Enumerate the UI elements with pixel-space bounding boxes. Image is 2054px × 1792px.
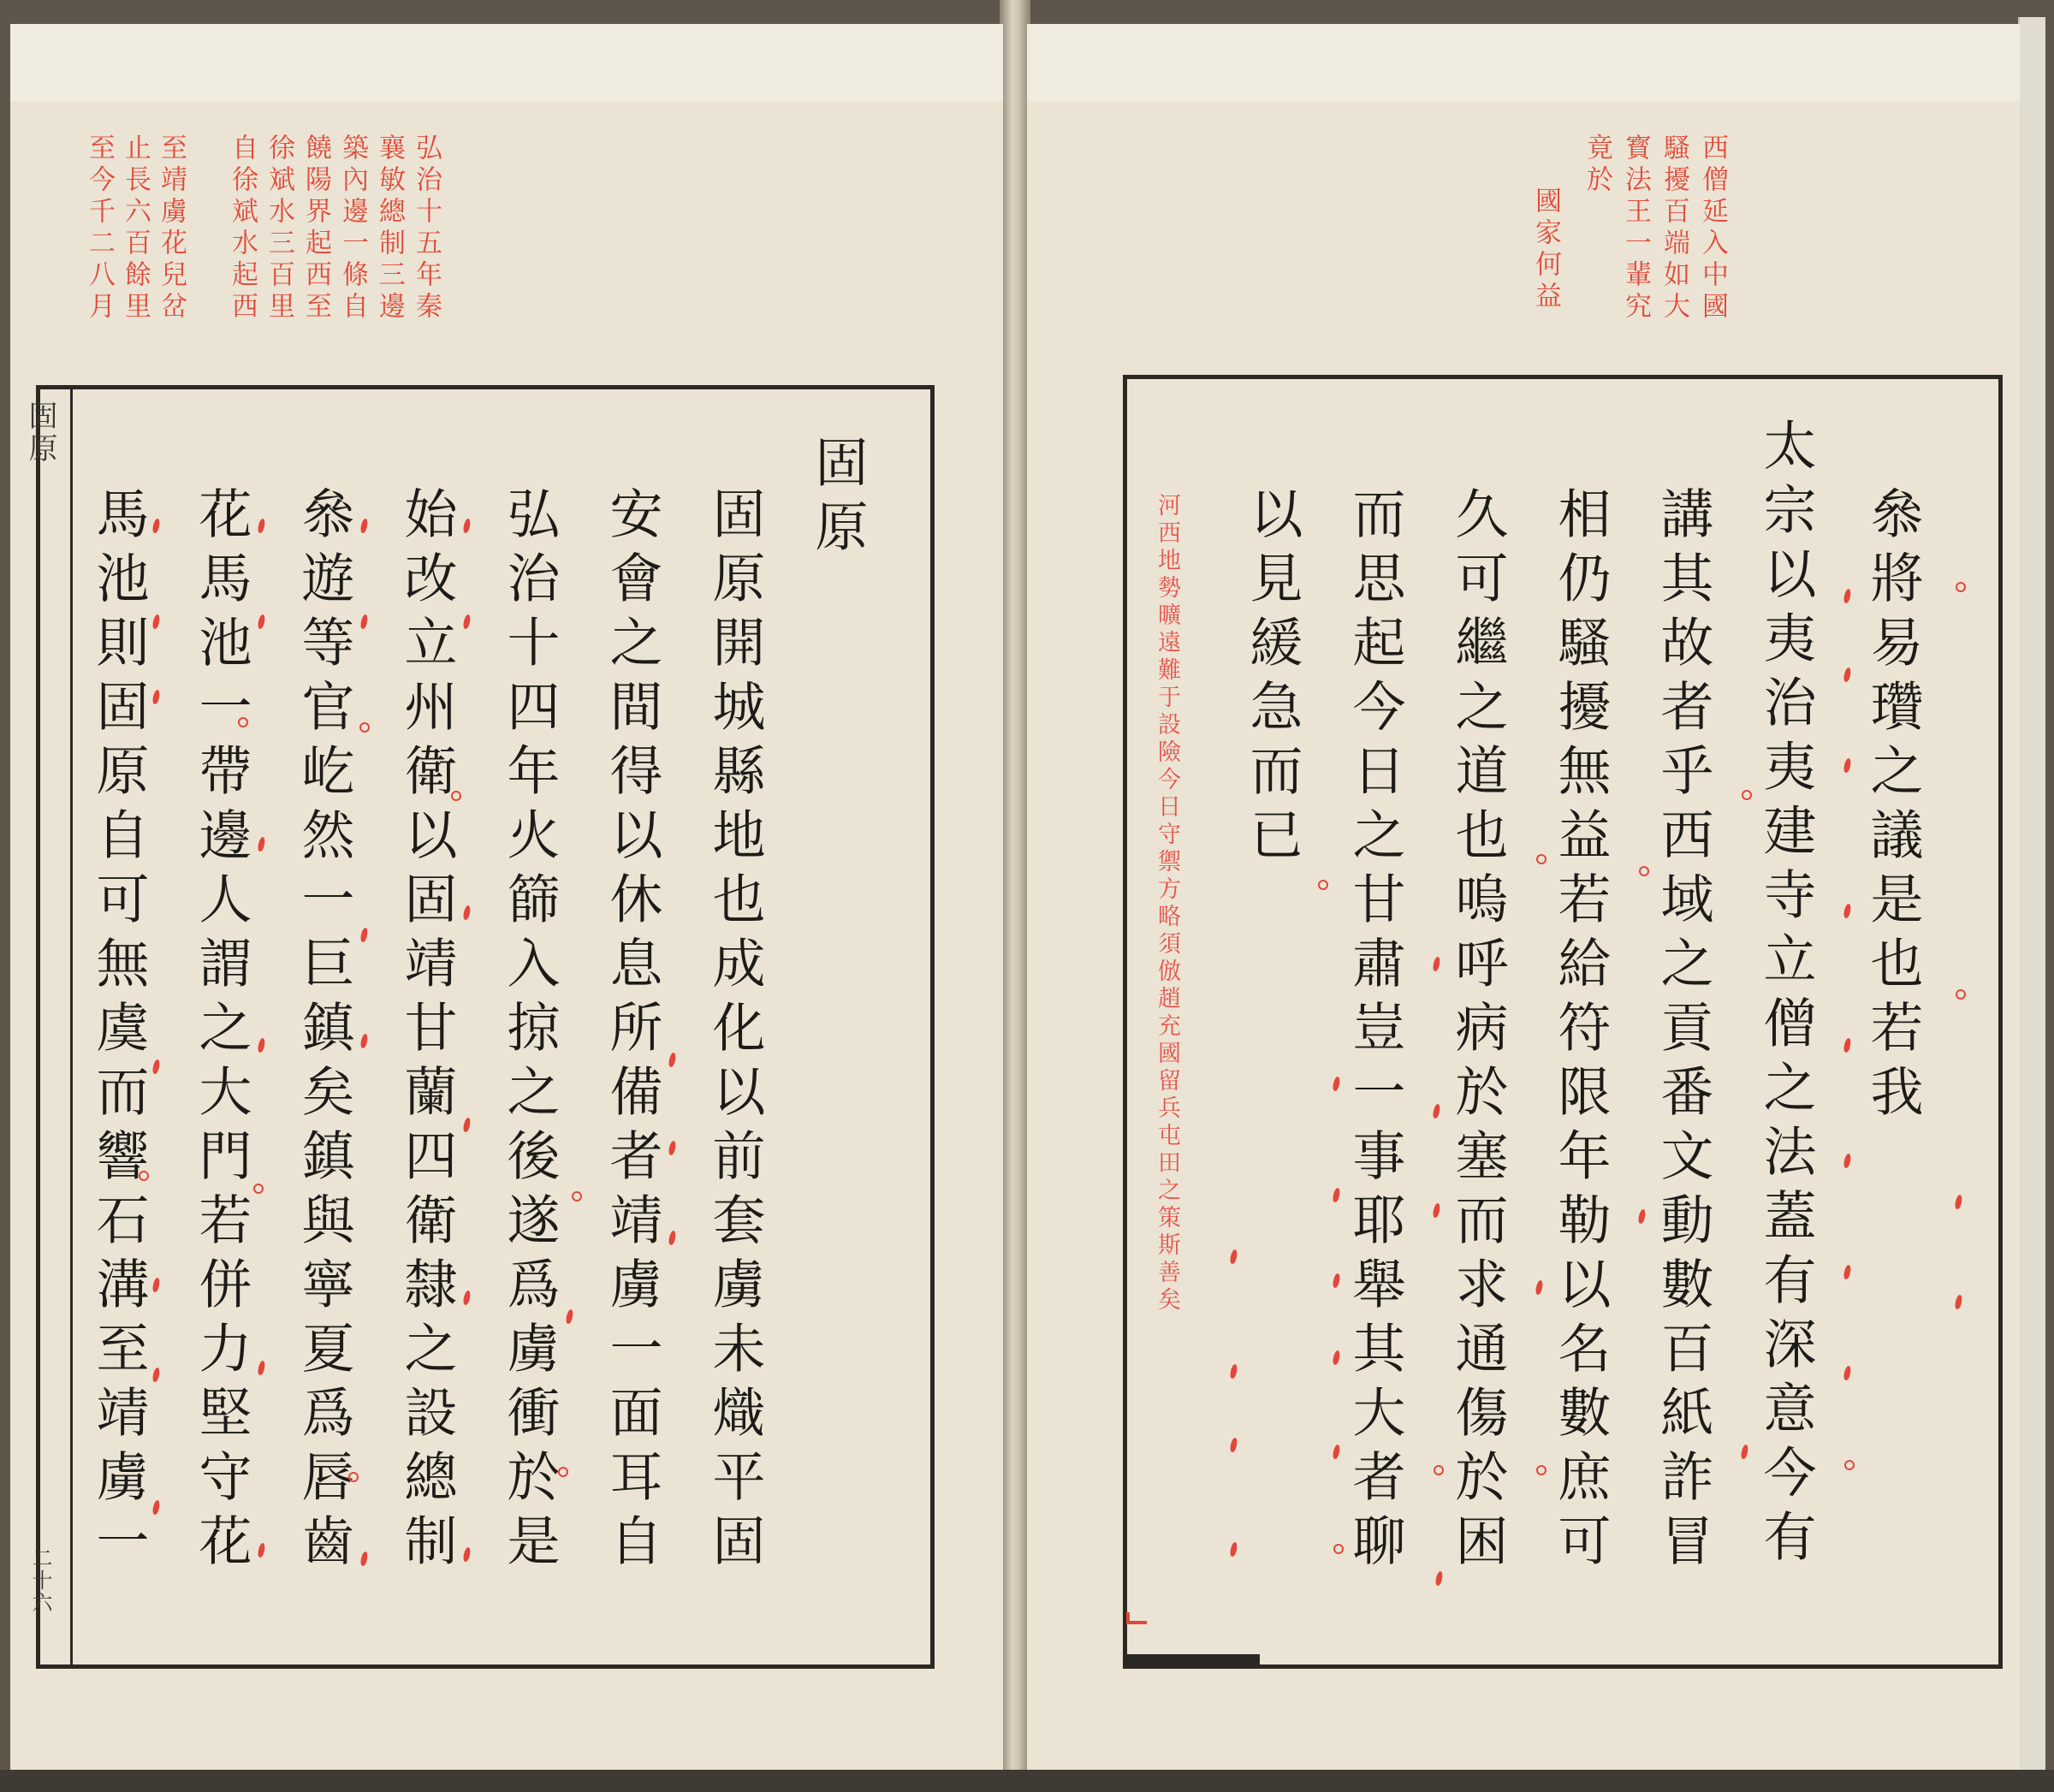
left-page — [10, 24, 1003, 1770]
punctuation-circle — [1844, 1460, 1855, 1470]
page-edge — [2018, 17, 2045, 1780]
punctuation-circle — [253, 1184, 264, 1194]
left-col-6: 叅遊等官屹然一巨鎮矣鎮與寧夏爲唇齒 — [293, 486, 355, 1577]
left-col-2: 固原開城縣地也成化以前套虜未熾平固 — [703, 486, 766, 1577]
punctuation-circle — [1536, 1465, 1546, 1475]
left-col-4: 弘治十四年火篩入掠之後遂爲虜衝於是 — [498, 486, 561, 1577]
scan-bottom-shadow — [0, 1770, 2054, 1792]
left-annotation-col-9: 至今千二八月 — [84, 134, 115, 323]
left-col-7: 花馬池一帶邊人謂之大門若併力堅守花 — [190, 486, 252, 1577]
left-col-5: 始改立州衛以固靖甘蘭四衛隸之設總制 — [395, 486, 458, 1577]
right-side-annotation: 河西地勢曠遠難于設險今日守禦方略須倣趙充國留兵屯田之策斯善矣 — [1154, 493, 1180, 1314]
punctuation-circle — [1318, 880, 1328, 890]
right-col-2: 太宗以夷治夷建寺立僧之法蓋有深意今有 — [1754, 418, 1817, 1573]
left-col-3: 安會之間得以休息所備者靖虜一面耳自 — [601, 486, 663, 1577]
left-annotation-col-3: 築內邊一條自 — [337, 134, 368, 323]
punctuation-circle — [238, 717, 248, 727]
left-annotation-col-4: 饒陽界起西至 — [300, 134, 331, 323]
left-annotation-col-5: 徐斌水三百里 — [264, 134, 294, 323]
punctuation-circle — [572, 1191, 582, 1202]
right-annotation-col-3: 寳法王一輩究 — [1620, 134, 1651, 323]
punctuation-circle — [451, 791, 461, 801]
right-frame-heavy-bottom — [1123, 1654, 1260, 1666]
left-frame-divider — [70, 387, 73, 1667]
punctuation-circle — [1956, 989, 1966, 1000]
punctuation-circle — [1956, 582, 1966, 592]
punctuation-circle — [1536, 854, 1546, 864]
right-col-6: 而思起今日之甘肅豈一事耶舉其大者聊 — [1344, 486, 1406, 1577]
right-col-4: 相仍騷擾無益若給符限年勒以名數庶可 — [1549, 486, 1612, 1577]
right-col-7: 以見緩急而已 — [1241, 486, 1303, 871]
left-annotation-col-7: 至靖虜花兒岔 — [156, 134, 187, 323]
punctuation-circle — [139, 1171, 149, 1181]
punctuation-circle — [1333, 1544, 1344, 1554]
left-col-8: 馬池則固原自可無虞而響石溝至靖虜一 — [87, 486, 150, 1577]
left-annotation-col-6: 自徐斌水起西 — [227, 134, 258, 323]
right-col-1: 叅將易瓚之議是也若我 — [1861, 486, 1924, 1128]
left-annotation-col-2: 襄敏總制三邊 — [374, 134, 405, 323]
margin-label: 固原 — [23, 401, 57, 466]
punctuation-circle — [348, 1472, 359, 1482]
right-annotation-col-2: 騷擾百端如大 — [1659, 134, 1689, 323]
punctuation-circle — [1434, 1465, 1444, 1475]
right-page-top-strip — [1027, 24, 2020, 101]
right-annotation-col-5: 國家何益 — [1530, 187, 1561, 313]
page-number: 二十六 — [28, 1547, 52, 1614]
right-annotation-col-1: 西僧延入中國 — [1697, 134, 1728, 323]
left-annotation-col-1: 弘治十五年秦 — [411, 134, 442, 323]
red-corner-mark — [1126, 1612, 1147, 1624]
punctuation-circle — [1639, 866, 1649, 876]
left-text-frame — [36, 385, 935, 1669]
right-col-3: 講其故者乎西域之貢番文動數百紙詐冒 — [1652, 486, 1714, 1577]
right-col-5: 久可繼之道也嗚呼病於塞而求通傷於困 — [1446, 486, 1509, 1577]
book-gutter — [1000, 0, 1030, 1792]
punctuation-circle — [1742, 790, 1752, 800]
right-page — [1027, 24, 2020, 1770]
left-col-1: 固原 — [806, 435, 869, 563]
left-annotation-col-8: 止長六百餘里 — [120, 134, 151, 323]
punctuation-circle — [558, 1467, 568, 1477]
right-annotation-col-4: 竟於 — [1582, 134, 1612, 197]
punctuation-circle — [359, 722, 370, 733]
left-page-top-strip — [10, 24, 1003, 101]
